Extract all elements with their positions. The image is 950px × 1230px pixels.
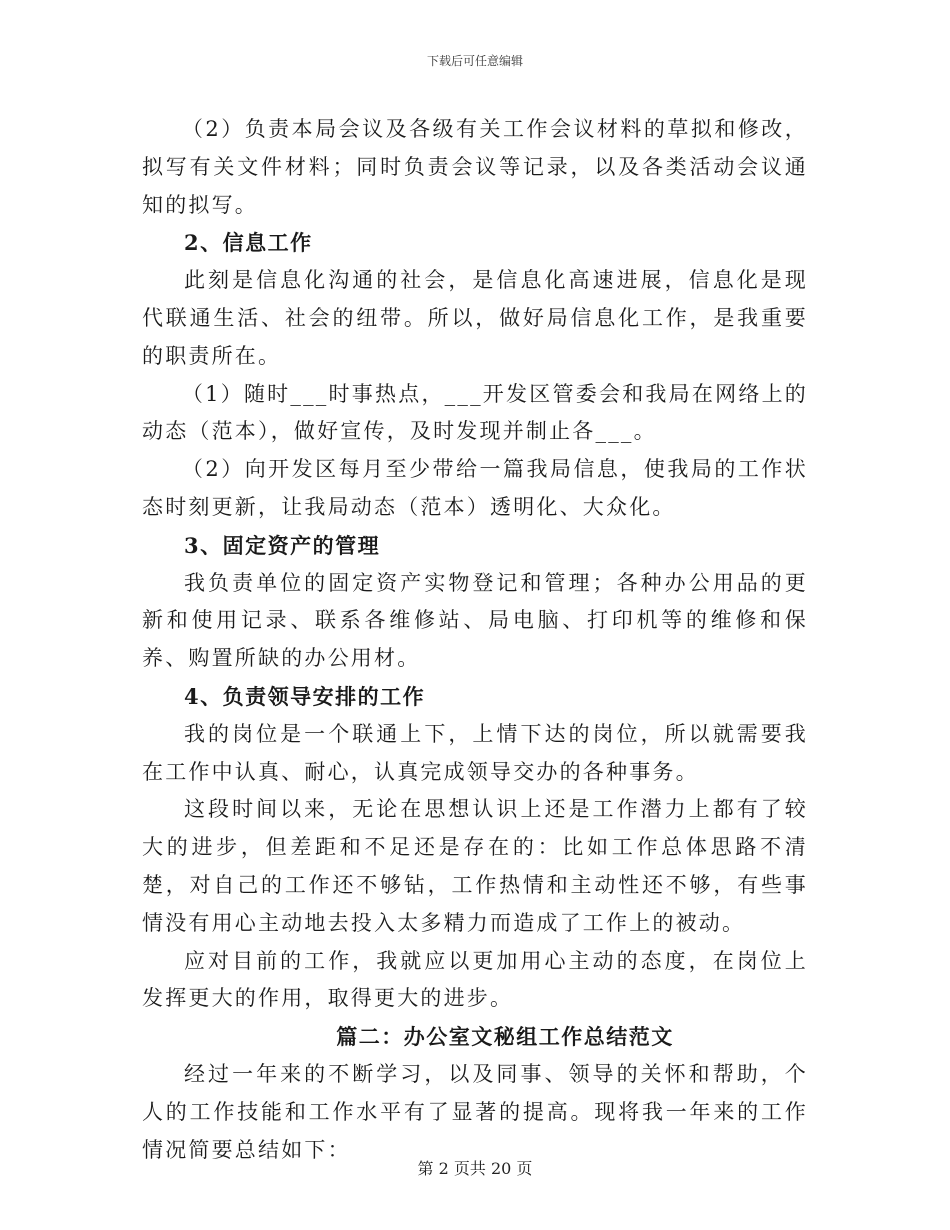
paragraph-informatization: 此刻是信息化沟通的社会，是信息化高速进展，信息化是现代联通生活、社会的纽带。所以，做好局信息化工作，是我重要的职责所在。: [142, 268, 808, 368]
section-heading-information-work: 2、信息工作: [184, 230, 313, 256]
article-title: 篇二：办公室文秘组工作总结范文: [336, 1024, 674, 1050]
paragraph-year-summary-intro: 经过一年来的不断学习，以及同事、领导的关怀和帮助，个人的工作技能和工作水平有了显著的提高。现将我一年来的工作情况简要总结如下：: [142, 1061, 808, 1162]
section-heading-leader-tasks: 4、负责领导安排的工作: [184, 683, 426, 709]
paragraph-post-duties: 我的岗位是一个联通上下，上情下达的岗位，所以就需要我在工作中认真、耐心，认真完成领导交办的各种事务。: [142, 721, 808, 784]
paragraph-future-attitude: 应对目前的工作，我就应以更加用心主动的态度，在岗位上发挥更大的作用，取得更大的进步。: [142, 948, 808, 1011]
page-footer: 第 2 页共 20 页: [417, 1159, 533, 1178]
page-header: 下载后可任意编辑: [426, 54, 523, 68]
paragraph-meeting-materials: （2）负责本局会议及各级有关工作会议材料的草拟和修改，拟写有关文件材料；同时负责会议等记录，以及各类活动会议通知的拟写。: [142, 117, 808, 217]
paragraph-hot-topics: （1）随时___时事热点，___开发区管委会和我局在网络上的动态（范本），做好宣传，及时发现并制止各___。: [142, 381, 808, 444]
paragraph-progress-shortcomings: 这段时间以来，无论在思想认识上还是工作潜力上都有了较大的进步，但差距和不足还是存在的：比如工作总体思路不清楚，对自己的工作还不够钻，工作热情和主动性还不够，有些事情没有用心主动地去投入太多精力而造成了工作上的被动。: [142, 797, 808, 935]
document-body: [142, 111, 808, 1169]
section-heading-fixed-assets: 3、固定资产的管理: [184, 532, 381, 558]
paragraph-monthly-info: （2）向开发区每月至少带给一篇我局信息，使我局的工作状态时刻更新，让我局动态（范本）透明化、大众化。: [142, 457, 808, 519]
paragraph-fixed-assets: 我负责单位的固定资产实物登记和管理；各种办公用品的更新和使用记录、联系各维修站、局电脑、打印机等的维修和保养、购置所缺的办公用材。: [142, 570, 808, 671]
